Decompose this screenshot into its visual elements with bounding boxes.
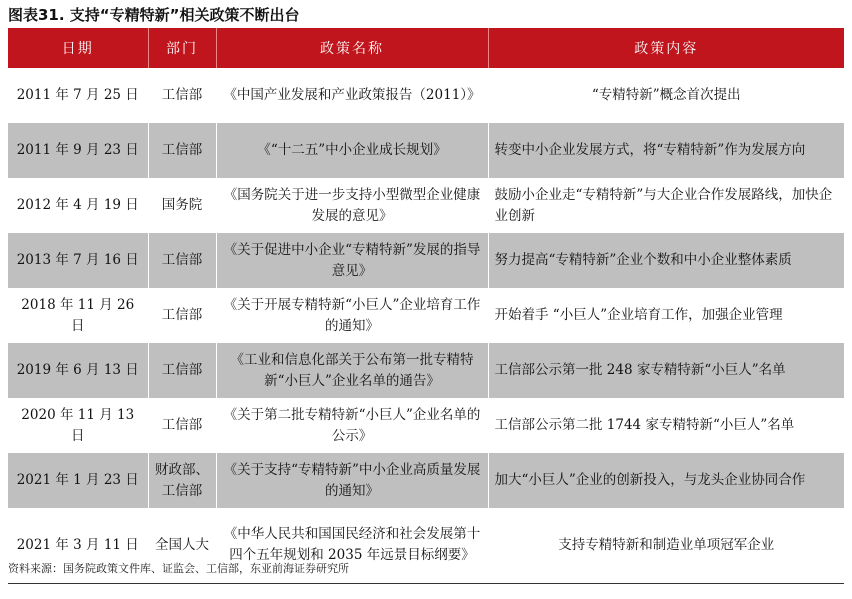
page-title: 图表31. 支持“专精特新”相关政策不断出台 [8,6,300,24]
row-date: 2013 年 7 月 16 日 [8,233,148,288]
table-row [8,288,844,343]
row-dept: 工信部 [148,398,216,453]
row-content: 开始着手 “小巨人”企业培育工作，加强企业管理 [494,307,783,323]
row-dept: 工信部 [148,68,216,123]
row-dept: 工信部 [148,123,216,178]
row-dept: 全国人大 [148,508,216,583]
row-policy: 《中国产业发展和产业政策报告（2011）》 [216,68,488,123]
row-policy: 《国务院关于进一步支持小型微型企业健康发展的意见》 [216,178,488,233]
source-note: 资料来源：国务院政策文件库、证监会、工信部，东亚前海证券研究所 [8,562,349,575]
row-content: 工信部公示第一批 248 家专精特新“小巨人”名单 [488,343,844,398]
row-content: 鼓励小企业走“专精特新”与大企业合作发展路线，加快企业创新 [494,186,833,224]
row-date: 2021 年 1 月 23 日 [8,453,148,508]
row-policy: 《中华人民共和国国民经济和社会发展第十四个五年规划和 2035 年远景目标纲要》 [216,508,488,583]
row-content: 支持专精特新和制造业单项冠军企业 [488,508,844,583]
table-row [8,178,844,233]
row-date: 2021 年 3 月 11 日 [8,508,148,583]
row-date: 2020 年 11 月 13 日 [8,398,148,453]
header-policy: 政策名称 [216,28,488,68]
table-row [8,68,844,123]
row-dept: 工信部 [148,343,216,398]
table-row [8,343,844,398]
row-content: 加大“小巨人”企业的创新投入，与龙头企业协同合作 [488,453,844,508]
row-dept: 工信部 [148,233,216,288]
row-policy: 《关于开展专精特新“小巨人”企业培育工作的通知》 [216,288,488,343]
table-header-row [8,28,844,68]
header-content: 政策内容 [488,28,844,68]
row-date: 2011 年 7 月 25 日 [8,68,148,123]
row-date: 2012 年 4 月 19 日 [8,178,148,233]
table-row [8,398,844,453]
row-dept: 工信部 [148,288,216,343]
table-row [8,453,844,508]
row-policy: 《“十二五”中小企业成长规划》 [216,123,488,178]
row-date: 2019 年 6 月 13 日 [8,343,148,398]
table-row [8,233,844,288]
row-content: 工信部公示第二批 1744 家专精特新“小巨人”名单 [494,417,795,433]
row-policy: 《关于促进中小企业“专精特新”发展的指导意见》 [216,233,488,288]
row-date: 2018 年 11 月 26 日 [8,288,148,343]
policy-table [8,28,844,584]
row-date: 2011 年 9 月 23 日 [8,123,148,178]
row-content: 努力提高“专精特新”企业个数和中小企业整体素质 [488,233,844,288]
row-policy: 《工业和信息化部关于公布第一批专精特新“小巨人”企业名单的通告》 [216,343,488,398]
row-dept: 国务院 [148,178,216,233]
row-policy: 《关于支持“专精特新”中小企业高质量发展的通知》 [216,453,488,508]
row-policy: 《关于第二批专精特新“小巨人”企业名单的公示》 [216,398,488,453]
table-row [8,123,844,178]
header-dept: 部门 [148,28,216,68]
row-content: “专精特新”概念首次提出 [591,87,741,103]
row-content: 转变中小企业发展方式，将“专精特新”作为发展方向 [488,123,844,178]
header-date: 日期 [8,28,148,68]
row-dept: 财政部、工信部 [148,453,216,508]
